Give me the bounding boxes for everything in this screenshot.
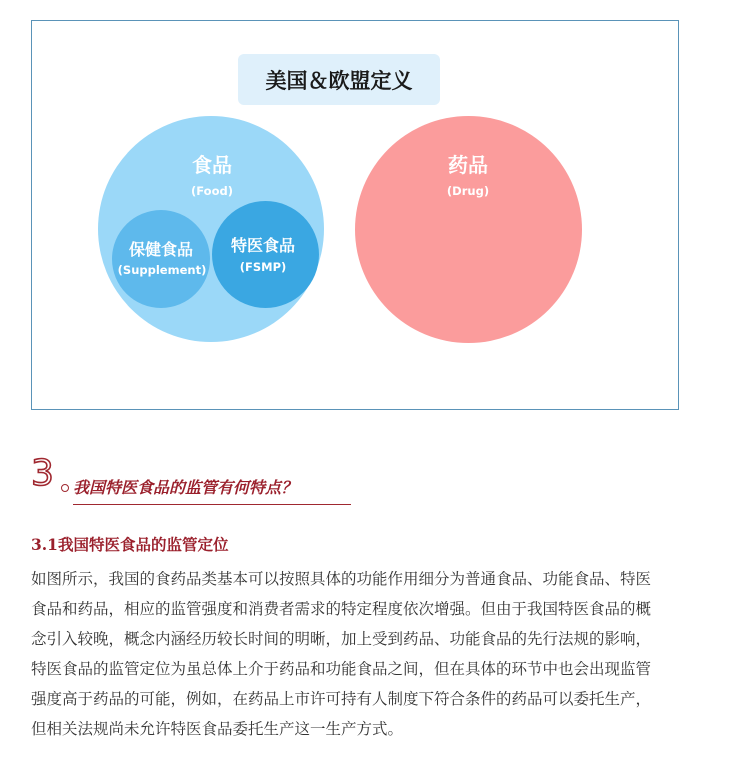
section-number-dot: [61, 484, 69, 492]
subsection-heading: 3.1我国特医食品的监管定位: [31, 535, 229, 554]
definition-diagram: [31, 20, 679, 410]
fsmp-sublabel: (FSMP): [239, 260, 287, 274]
section-title: 我国特医食品的监管有何特点？: [73, 478, 298, 497]
paragraph-line: 念引入较晚，概念内涵经历较长时间的明晰，加上受到药品、功能食品的先行法规的影响，: [31, 630, 652, 648]
section-underline: [73, 504, 351, 505]
supplement-label: 保健食品: [128, 240, 194, 259]
fsmp-label: 特医食品: [230, 236, 296, 255]
supplement-sublabel: (Supplement): [117, 263, 207, 277]
diagram-title: 美国＆欧盟定义: [238, 54, 440, 105]
body-paragraph: [31, 564, 713, 744]
section-number: 3: [31, 453, 54, 494]
paragraph-line: 强度高于药品的可能，例如，在药品上市许可持有人制度下符合条件的药品可以委托生产，: [31, 690, 652, 708]
drug-label: 药品: [448, 153, 488, 177]
paragraph-line: 如图所示，我国的食药品类基本可以按照具体的功能作用细分为普通食品、功能食品、特医: [31, 570, 652, 588]
paragraph-line: 食品和药品，相应的监管强度和消费者需求的特定程度依次增强。但由于我国特医食品的概: [31, 600, 652, 618]
paragraph-line: 特医食品的监管定位为虽总体上介于药品和功能食品之间，但在具体的环节中也会出现监管: [31, 660, 652, 678]
drug-sublabel: (Drug): [446, 184, 490, 198]
food-sublabel: (Food): [191, 184, 233, 198]
paragraph-line: 但相关法规尚未允许特医食品委托生产这一生产方式。: [31, 720, 404, 738]
food-label: 食品: [192, 153, 232, 177]
